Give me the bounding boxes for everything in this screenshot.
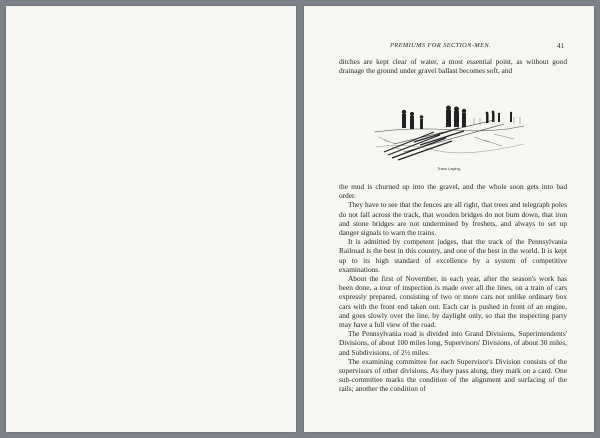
figure-caption: Track Laying. [437,166,461,171]
engraving-figure [374,92,524,162]
paragraph: ditches are kept clear of water, a most essential point, as without good drainage the ground under gravel ballast becomes soft, and [339,57,567,76]
right-page [304,6,594,432]
left-page-blank [6,6,296,432]
running-header [346,42,564,52]
paragraph: About the first of November, in each year, after the season's work has been done, a tour of inspection is made over all the lines, on a train of cars expressly prepared, consisting of two or more cars not unlike ordinary box cars with the front end taken out. Each car is pushed in front of an engine, and goes slowly over the line, by daylight only, so that the inspecting party may have a full view of the road. [339,274,567,330]
paragraph: The examining committee for each Supervisor's Division consists of the supervisors of other divisions. As they pass along, they mark on a card. One sub-committee marks the condition of the alignment and surfacing of the rails; another the condition of [339,356,567,394]
paragraph: It is admitted by competent judges, that the track of the Pennsylvania Railroad is the best in this country, and one of the best in the world. It is kept up to its high standard of excellence by a system of competitive examinations. [339,237,567,274]
page-number: 41 [557,42,564,50]
running-head-title: PREMIUMS FOR SECTION-MEN. [390,42,492,49]
paragraph: The Pennsylvania road is divided into Grand Divisions, Superintendents' Divisions, of about 100 miles long, Supervisors' Divisions, of about 30 miles, and Subdivisions, of 2½ miles. [339,329,567,357]
paragraph: the mud is churned up into the gravel, and the whole soon gets into bad order. [339,182,567,201]
track-laying-illustration [374,92,524,162]
body-text [339,182,567,394]
paragraph: They have to see that the fences are all right, that trees and telegraph poles do not fall across the track, that wooden bridges do not burn down, that iron and stone bridges are not undermined by freshets, and always to set up danger signals to warn the trains. [339,200,567,238]
top-text [339,57,567,75]
